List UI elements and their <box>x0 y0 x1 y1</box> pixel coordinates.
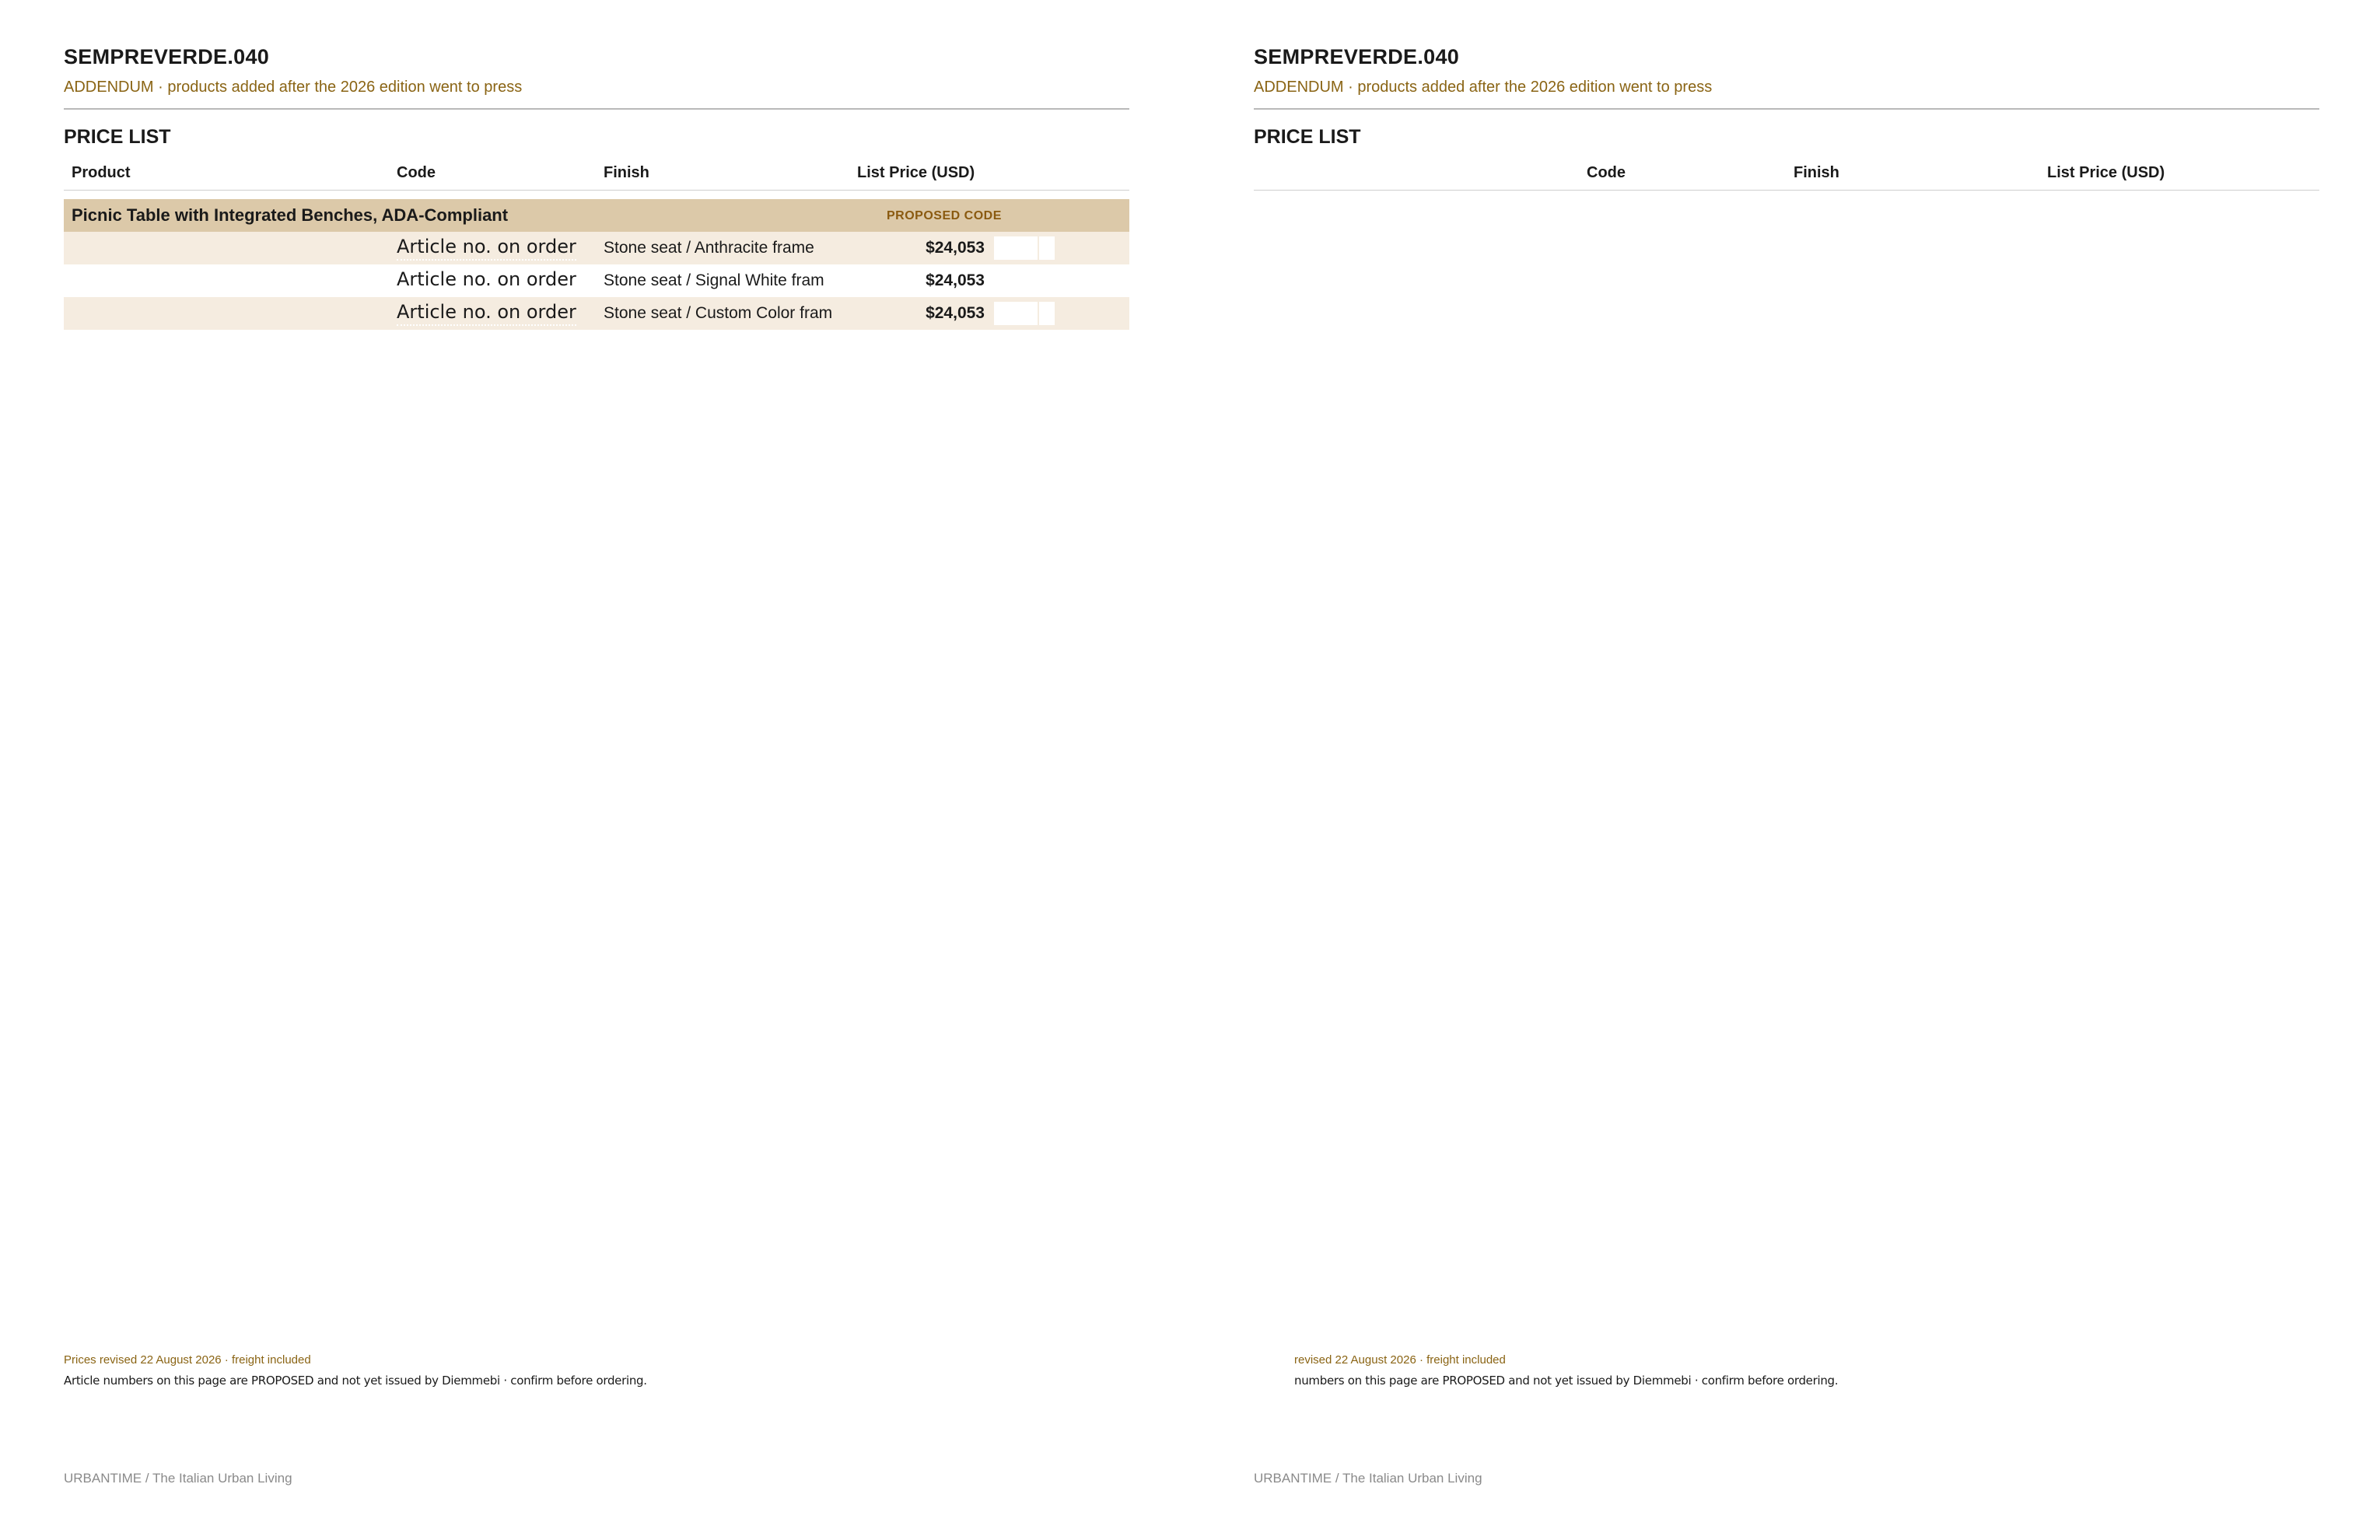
document-subtitle: ADDENDUM · products added after the 2026 edition went to press <box>64 79 523 96</box>
section-title: PRICE LIST <box>1254 126 1361 148</box>
document-title: SEMPREVERDE.040 <box>1254 45 1460 68</box>
revision-note: revised 22 August 2026 · freight included <box>1294 1353 1506 1367</box>
column-header-price: List Price (USD) <box>2047 164 2165 181</box>
finish-cell: Stone seat / Custom Color fram <box>604 304 833 322</box>
revision-note: Prices revised 22 August 2026 · freight included <box>64 1353 311 1367</box>
table-header <box>64 162 1129 191</box>
code-text: Article no. on order <box>397 301 576 323</box>
page-footer: URBANTIME / The Italian Urban Living <box>64 1471 292 1486</box>
code-underline <box>397 324 576 326</box>
column-header-code: Code <box>1587 164 1626 181</box>
right-page <box>1190 0 2380 1540</box>
proposed-numbers-note: Article numbers on this page are PROPOSED and not yet issued by Diemmebi · confirm before ordering. <box>64 1374 647 1388</box>
table-row <box>64 264 1129 297</box>
section-title: PRICE LIST <box>64 126 171 148</box>
code-underline <box>397 259 576 261</box>
finish-cell: Stone seat / Signal White fram <box>604 271 824 289</box>
table-header <box>1254 162 2319 191</box>
column-header-finish: Finish <box>604 164 649 181</box>
document-title: SEMPREVERDE.040 <box>64 45 270 68</box>
column-header-code: Code <box>397 164 436 181</box>
price-cell: $24,053 <box>926 304 985 322</box>
proposed-code-badge: PROPOSED CODE <box>887 209 1002 222</box>
document-subtitle: ADDENDUM · products added after the 2026 edition went to press <box>1254 79 1713 96</box>
price-cell: $24,053 <box>926 239 985 257</box>
column-header-finish: Finish <box>1794 164 1839 181</box>
column-header-price: List Price (USD) <box>857 164 975 181</box>
proposed-numbers-note: numbers on this page are PROPOSED and not yet issued by Diemmebi · confirm before ordering. <box>1294 1374 1839 1388</box>
table-row <box>64 232 1129 264</box>
column-header-product: Product <box>72 164 131 181</box>
code-text: Article no. on order <box>397 236 576 257</box>
code-cell <box>397 236 576 257</box>
product-group-name: Picnic Table with Integrated Benches, ADA-Compliant <box>72 205 509 225</box>
code-cell <box>397 301 576 323</box>
price-cell: $24,053 <box>926 271 985 289</box>
product-group-row <box>64 199 1129 232</box>
table-row <box>64 297 1129 330</box>
quantity-box <box>994 236 1055 260</box>
page-footer: URBANTIME / The Italian Urban Living <box>1254 1471 1482 1486</box>
header-divider <box>64 108 1129 110</box>
quantity-box <box>994 302 1055 325</box>
finish-cell: Stone seat / Anthracite frame <box>604 239 814 257</box>
code-cell <box>397 268 576 290</box>
code-text: Article no. on order <box>397 268 576 290</box>
header-divider <box>1254 108 2319 110</box>
